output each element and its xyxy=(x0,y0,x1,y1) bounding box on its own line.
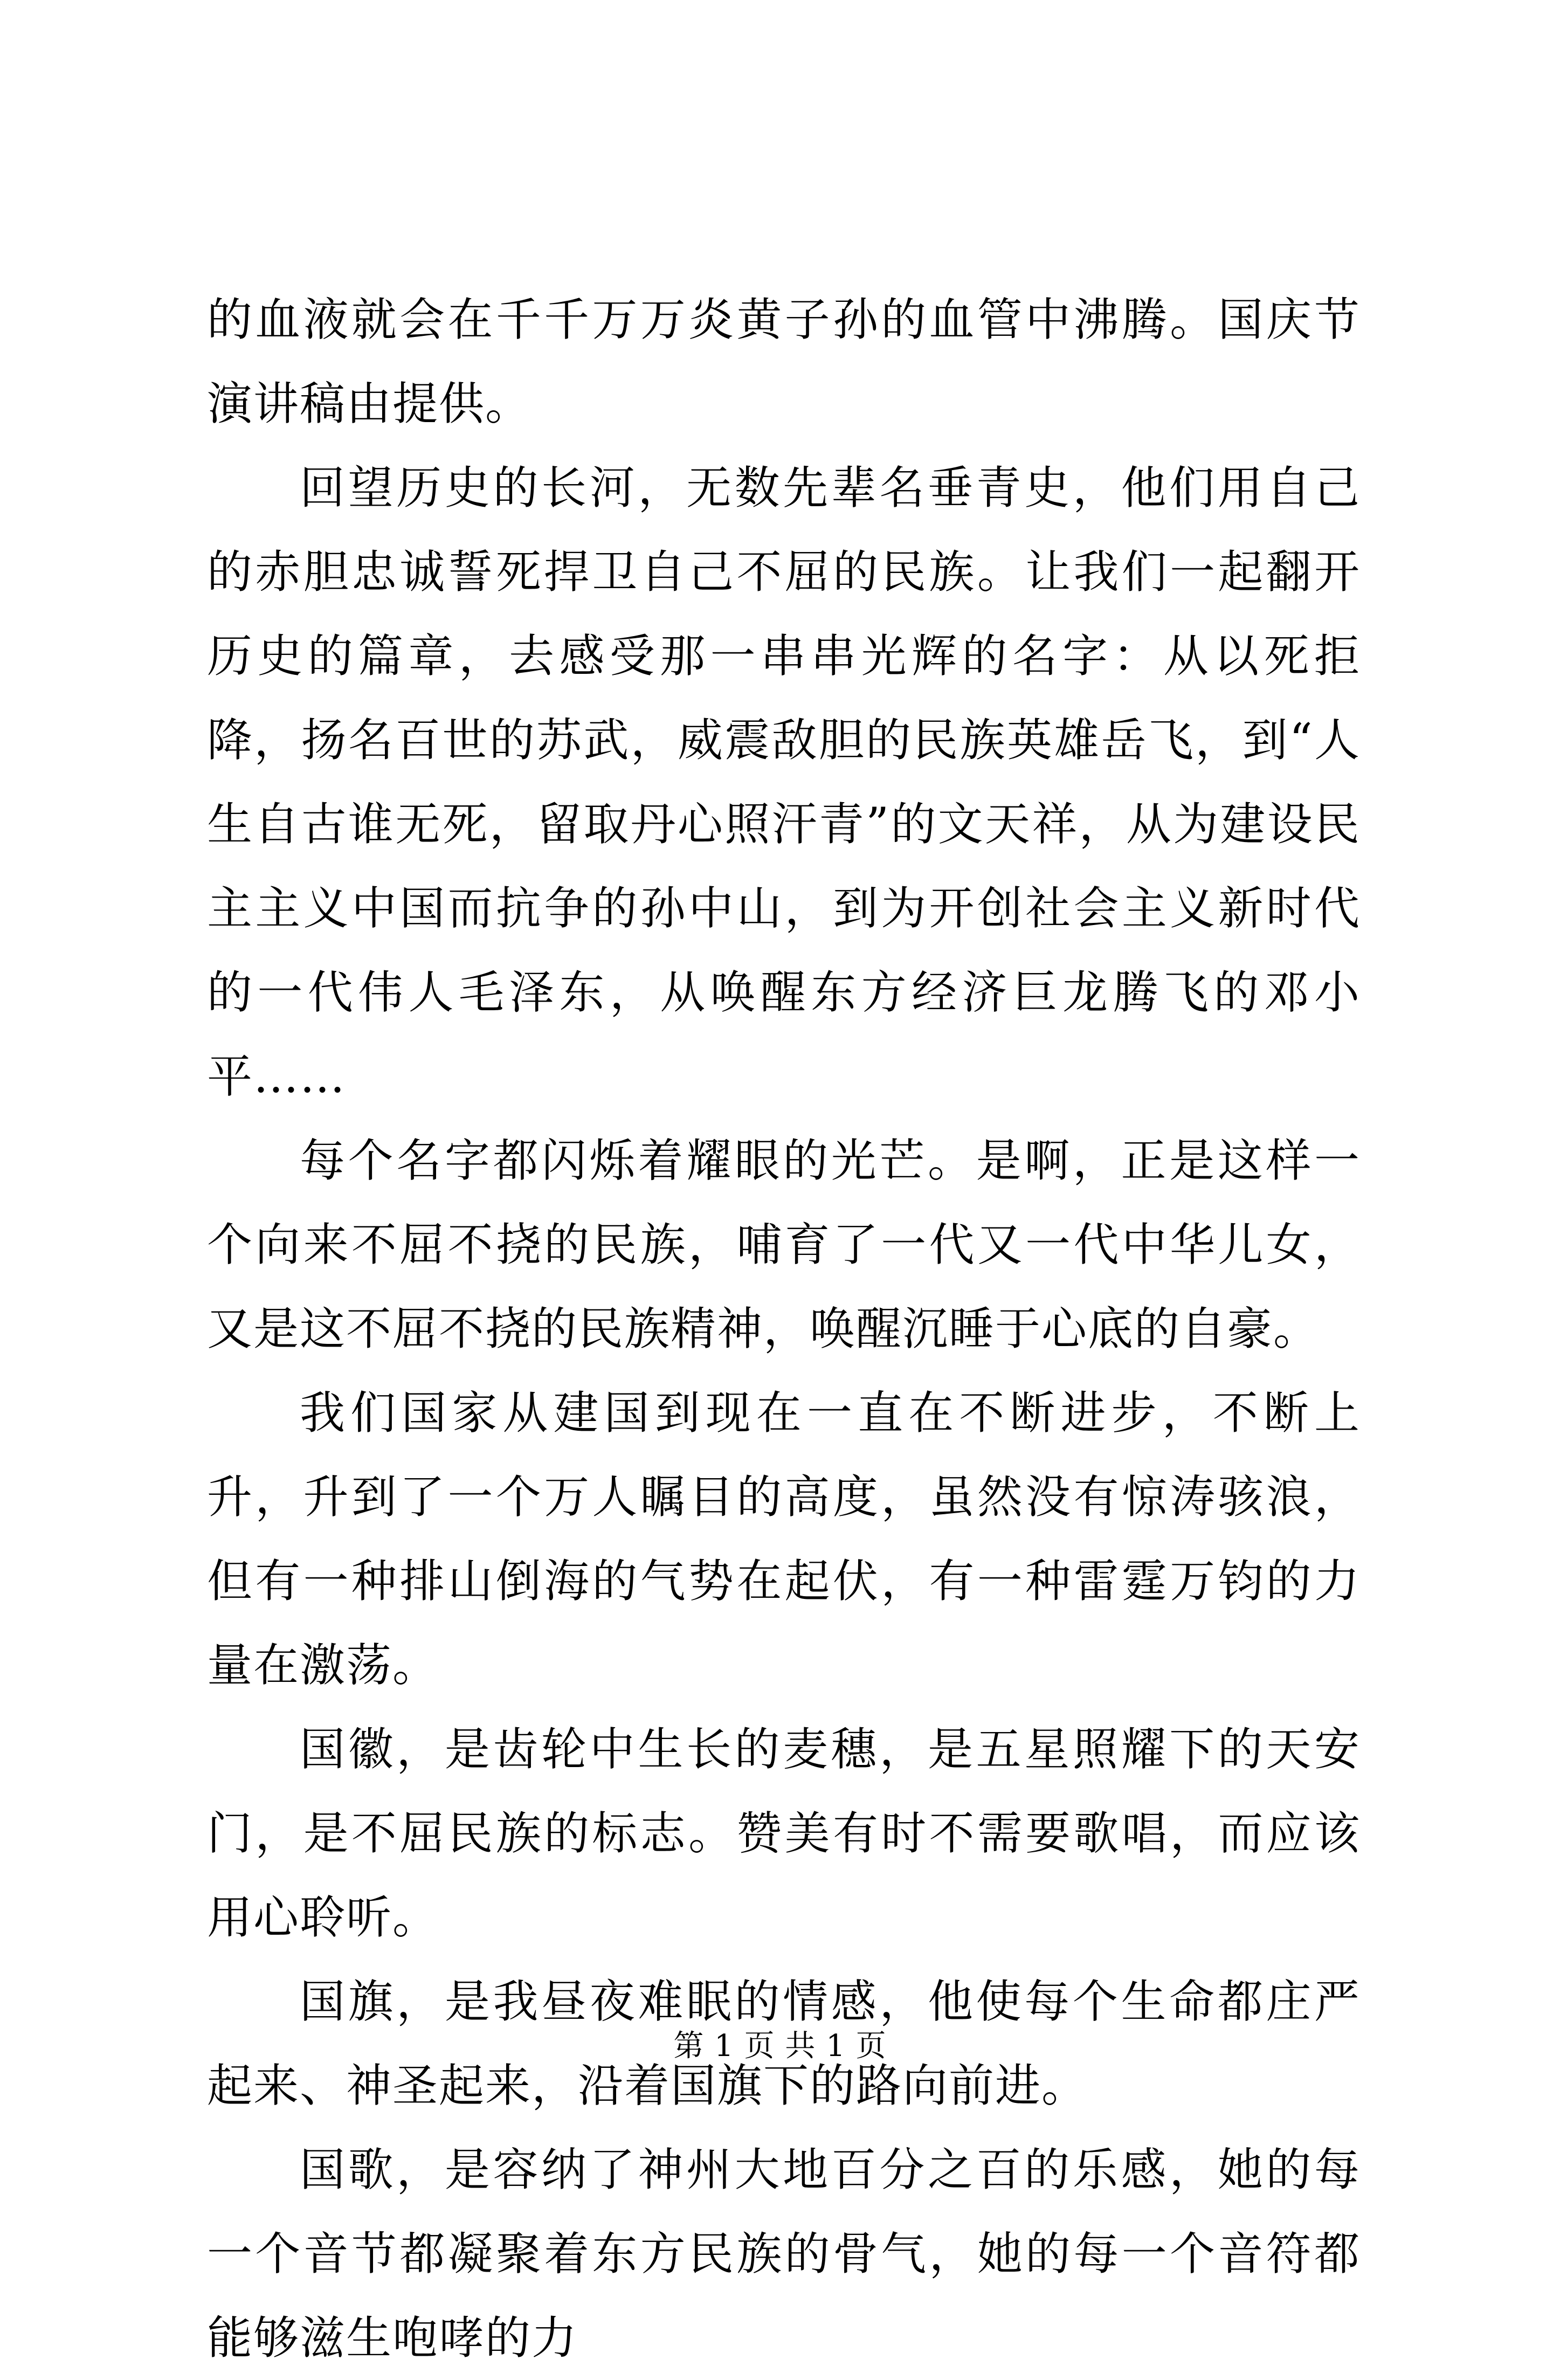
paragraph-1: 的血液就会在千千万万炎黄子孙的血管中沸腾。国庆节演讲稿由提供。 xyxy=(207,293,1361,430)
paragraph-2: 回望历史的长河，无数先辈名垂青史，他们用自己的赤胆忠诚誓死捍卫自己不屈的民族。让我们一起翻开历史的篇章，去感受那一串串光辉的名字：从以死拒降，扬名百世的苏武，威震敌胆的民族英雄岳飞，到“人生自古谁无死，留取丹心照汗青”的文天祥，从为建设民主主义中国而抗争的孙中山，到为开创社会主义新时代的一代伟人毛泽东，从唤醒东方经济巨龙腾飞的邓小平…… xyxy=(207,461,1361,1103)
paragraph-5: 国徽，是齿轮中生长的麦穗，是五星照耀下的天安门，是不屈民族的标志。赞美有时不需要歌唱，而应该用心聆听。 xyxy=(207,1723,1361,1944)
paragraph-4: 我们国家从建国到现在一直在不断进步，不断上升，升到了一个万人瞩目的高度，虽然没有惊涛骇浪，但有一种排山倒海的气势在起伏，有一种雷霆万钧的力量在激荡。 xyxy=(207,1386,1361,1692)
page-footer: 第 1 页 共 1 页 xyxy=(673,2029,887,2064)
paragraph-6: 国旗，是我昼夜难眠的情感，他使每个生命都庄严起来、神圣起来，沿着国旗下的路向前进。 xyxy=(207,1975,1361,2112)
paragraph-7: 国歌，是容纳了神州大地百分之百的乐感，她的每一个音节都凝聚着东方民族的骨气，她的每一个音符都能够滋生咆哮的力 xyxy=(207,2143,1361,2364)
paragraph-3: 每个名字都闪烁着耀眼的光芒。是啊，正是这样一个向来不屈不挠的民族，哺育了一代又一代中华儿女，又是这不屈不挠的民族精神，唤醒沉睡于心底的自豪。 xyxy=(207,1134,1361,1355)
